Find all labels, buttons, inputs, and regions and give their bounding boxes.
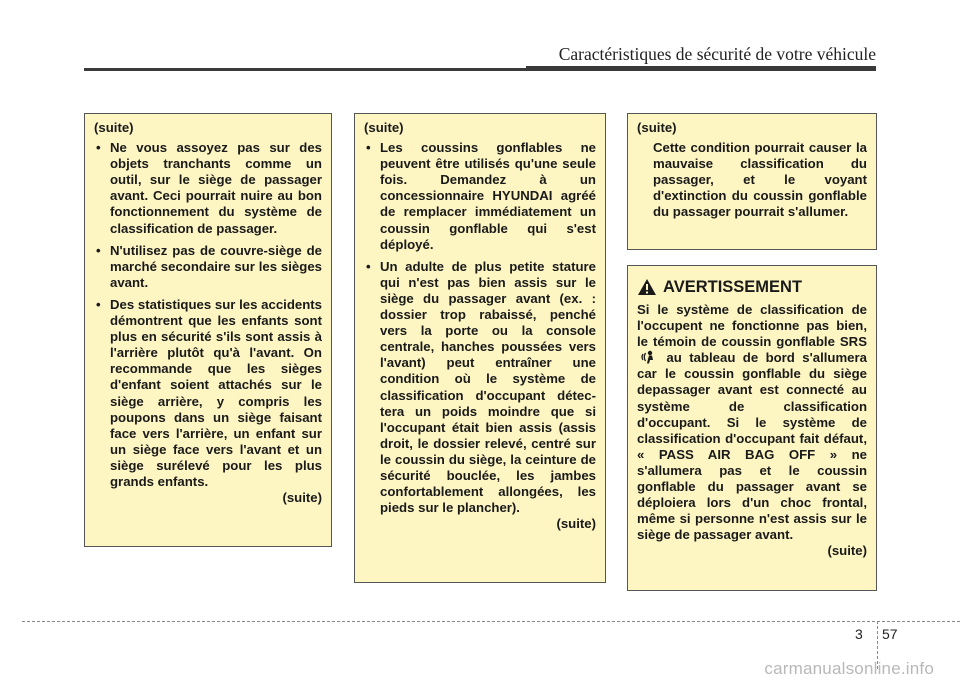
list-item: • N'utilisez pas de couvre-siège de marché secondaire sur les sièges avant. xyxy=(94,243,322,291)
paragraph: Cette condition pourrait causer la mauvaise classification du passager, et le voyant d'extinction du coussin gonflable du passager pourrait s'allumer. xyxy=(653,140,867,220)
text-box-col1 xyxy=(84,113,332,547)
warning-box xyxy=(627,265,877,591)
continued-end-label: (suite) xyxy=(556,516,596,532)
list-item: • Des statistiques sur les accidents démontrent que les enfants sont plus en sécurité s'ils sont assis à l'arrière plutôt qu'à l'avant. On recommande que les sièges d'enfant soient attachés sur le siège arrière, y compris les poupons dans un siège faisant face vers l'arrière, un enfant sur un siège face vers l'avant et un siège surélevé pour les plus grands enfants. xyxy=(94,297,322,490)
warning-header xyxy=(637,278,867,296)
text-box-col2 xyxy=(354,113,606,583)
footer-divider xyxy=(22,621,960,622)
warning-text xyxy=(637,302,867,543)
continued-label: (suite) xyxy=(637,120,677,135)
warning-title: AVERTISSEMENT xyxy=(663,277,803,296)
bullet-list xyxy=(94,140,322,490)
bullet-list xyxy=(364,140,596,516)
page-number: 57 xyxy=(882,626,898,642)
list-item: • Un adulte de plus petite stature qui n'est pas bien assis sur le siège du passager avant (ex. : dossier trop rabaissé, penché vers la porte ou la console centrale, hanches poussées vers l'avant) peut entraîner une condition où le système de classification d'occupant détec-tera un poids moindre que si l'occupant était bien assis (assis droit, le dossier relevé, centré sur le coussin du siège, la ceinture de sécurité bouclée, les jambes confortablement allongées, les pieds sur le plancher). xyxy=(364,259,596,517)
watermark: carmanualsonline.info xyxy=(764,659,934,678)
continued-end-label: (suite) xyxy=(827,543,867,559)
warning-text-part: au tableau de bord s'allumera car le coussin gonflable du siège depassager avant est connecté au système de classification d'occupant. Si le système de classification d'occupant fait défaut, « PASS AIR BAG OFF » ne s'allumera pas et le coussin gonflable du passager avant se déploiera lors d'un choc frontal, même si personne n'est assis sur le siège de passager avant. xyxy=(637,350,867,543)
continued-label: (suite) xyxy=(364,120,404,135)
list-item: • Les coussins gonflables ne peuvent être utilisés qu'une seule fois. Demandez à un concessionnaire HYUNDAI agréé de remplacer immédiatement un coussin gonflable qui s'est déployé. xyxy=(364,140,596,253)
page-header-title: Caractéristiques de sécurité de votre véhicule xyxy=(558,44,876,64)
continued-end-label: (suite) xyxy=(282,490,322,506)
chapter-number: 3 xyxy=(855,626,863,642)
airbag-person-icon xyxy=(640,350,656,364)
continued-label: (suite) xyxy=(94,120,134,135)
warning-text-part: Si le système de classification de l'occupent ne fonctionne pas bien, le témoin de coussin gonflable SRS xyxy=(637,302,867,350)
warning-triangle-icon xyxy=(637,278,657,296)
list-item: • Ne vous assoyez pas sur des objets tranchants comme un outil, sur le siège de passager avant. Ceci pourrait nuire au bon fonctionnement du système de classification de passager. xyxy=(94,140,322,237)
text-box-col3 xyxy=(627,113,877,250)
header-rule xyxy=(84,68,876,71)
